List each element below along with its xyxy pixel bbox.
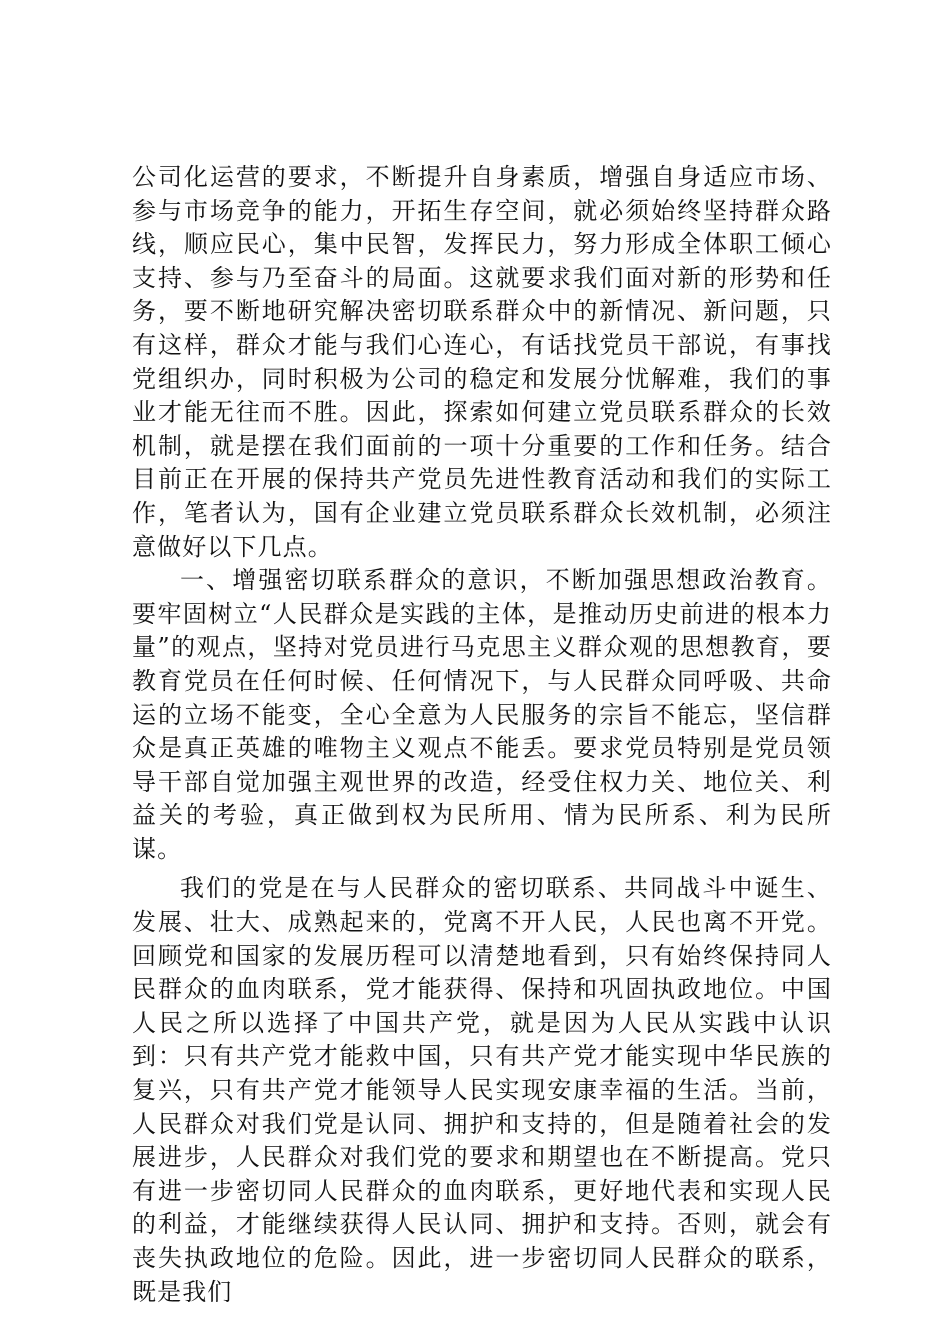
document-body xyxy=(132,161,832,1309)
paragraph-continuation: 公司化运营的要求，不断提升自身素质，增强自身适应市场、参与市场竞争的能力，开拓生存空间，就必须始终坚持群众路线，顺应民心，集中民智，发挥民力，努力形成全体职工倾心支持、参与乃至奋斗的局面。这就要求我们面对新的形势和任务，要不断地研究解决密切联系群众中的新情况、新问题，只有这样，群众才能与我们心连心，有话找党员干部说，有事找党组织办，同时积极为公司的稳定和发展分忧解难，我们的事业才能无往而不胜。因此，探索如何建立党员联系群众的长效机制，就是摆在我们面前的一项十分重要的工作和任务。结合目前正在开展的保持共产党员先进性教育活动和我们的实际工作，笔者认为，国有企业建立党员联系群众长效机制，必须注意做好以下几点。 xyxy=(132,163,832,561)
paragraph-party-and-people: 我们的党是在与人民群众的密切联系、共同战斗中诞生、发展、壮大、成熟起来的，党离不开人民，人民也离不开党。回顾党和国家的发展历程可以清楚地看到，只有始终保持同人民群众的血肉联系，党才能获得、保持和巩固执政地位。中国人民之所以选择了中国共产党，就是因为人民从实践中认识到：只有共产党才能救中国，只有共产党才能实现中华民族的复兴，只有共产党才能领导人民实现安康幸福的生活。当前，人民群众对我们党是认同、拥护和支持的，但是随着社会的发展进步，人民群众对我们党的要求和期望也在不断提高。党只有进一步密切同人民群众的血肉联系，更好地代表和实现人民的利益，才能继续获得人民认同、拥护和支持。否则，就会有丧失执政地位的危险。因此，进一步密切同人民群众的联系，既是我们 xyxy=(132,874,832,1306)
paragraph-section-one: 一、增强密切联系群众的意识，不断加强思想政治教育。要牢固树立“人民群众是实践的主体，是推动历史前进的根本力量”的观点，坚持对党员进行马克思主义群众观的思想教育，要教育党员在任何时候、任何情况下，与人民群众同呼吸、共命运的立场不能变，全心全意为人民服务的宗旨不能忘，坚信群众是真正英雄的唯物主义观点不能丢。要求党员特别是党员领导干部自觉加强主观世界的改造，经受住权力关、地位关、利益关的考验，真正做到权为民所用、情为民所系、利为民所谋。 xyxy=(132,566,832,863)
